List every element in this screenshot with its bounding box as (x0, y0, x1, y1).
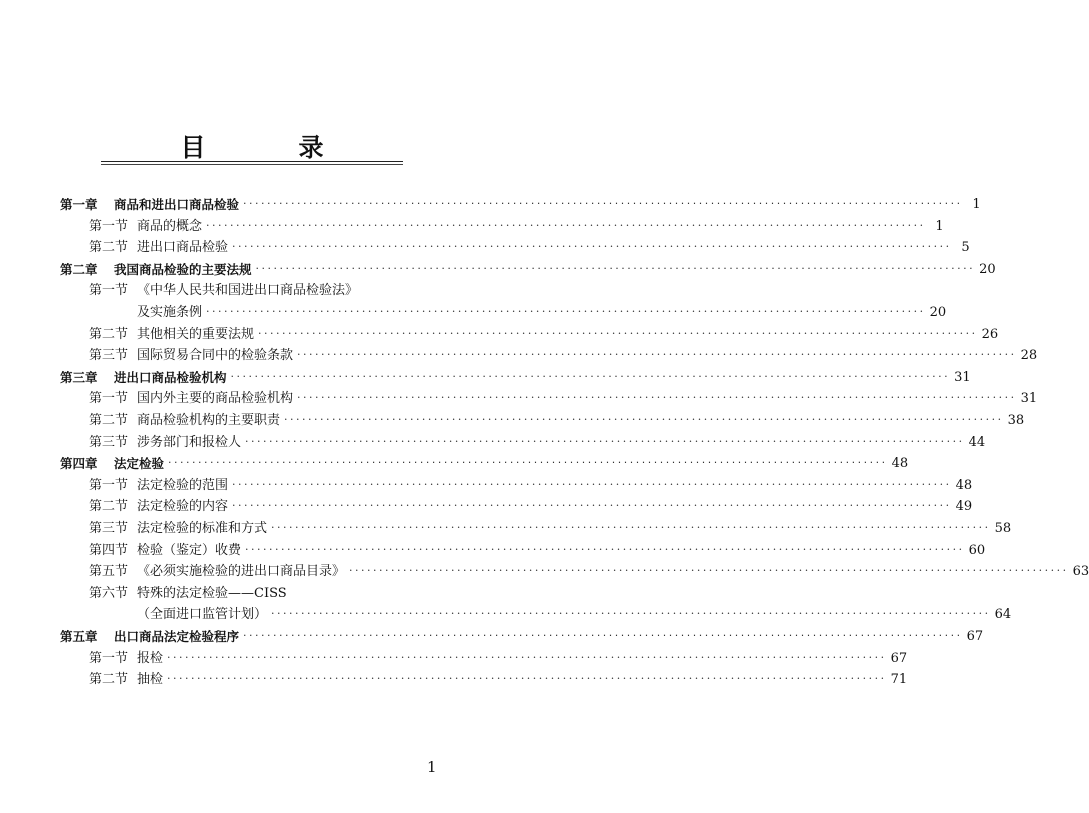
toc-entry-number: 第二节 (89, 672, 129, 688)
toc-entry-number: 第六节 (89, 585, 129, 601)
toc-section-entry[interactable] (89, 579, 432, 601)
toc-leader-dots: ························································································································ (258, 326, 978, 340)
toc-page-number: 20 (929, 305, 947, 320)
toc-entry-number: 第一节 (89, 391, 129, 407)
toc-section-entry[interactable] (89, 341, 1038, 364)
toc-leader-dots: ························································································································ (168, 456, 888, 470)
toc-leader-dots: ························································································································ (243, 197, 963, 210)
toc-section-entry[interactable] (89, 233, 970, 256)
toc-entry-number: 第一节 (89, 477, 129, 493)
toc-entry-number: 第一节 (89, 218, 129, 234)
toc-page-number: 58 (994, 521, 1012, 536)
toc-leader-dots: ························································································································ (245, 434, 965, 448)
toc-page-number: 48 (891, 456, 909, 472)
toc-entry-title: 法定检验 (114, 456, 165, 472)
toc-chapter-entry[interactable] (60, 255, 996, 277)
toc-entry-number: 第二节 (89, 413, 129, 428)
toc-page-number: 67 (890, 650, 908, 666)
page-number: 1 (427, 758, 437, 776)
toc-leader-dots: ························································································································ (232, 477, 952, 491)
toc-page-number: 49 (955, 499, 973, 515)
toc-leader-dots: ························································································································ (245, 542, 965, 556)
toc-chapter-entry[interactable] (60, 363, 971, 385)
toc-page-number: 20 (979, 261, 996, 277)
toc-leader-dots: ························································································································ (271, 521, 991, 534)
toc-entry-title: （全面进口监管计划） (137, 607, 268, 623)
toc-section-entry[interactable] (89, 428, 986, 450)
toc-section-entry[interactable] (89, 557, 1089, 580)
toc-section-entry[interactable] (89, 406, 1025, 428)
toc-page-number: 67 (966, 629, 984, 644)
toc-page-number: 31 (1020, 391, 1038, 407)
toc-section-entry[interactable] (89, 665, 908, 688)
toc-entry-title: 进出口商品检验 (137, 240, 229, 256)
toc-section-entry[interactable] (89, 471, 973, 493)
toc-leader-dots: ························································································································ (255, 261, 976, 275)
toc-entry-number: 第三节 (89, 434, 129, 450)
toc-entry-number: 第一节 (89, 283, 129, 299)
toc-page-number: 64 (994, 607, 1012, 623)
toc-leader-dots: ························································································································ (297, 348, 1017, 362)
toc-entry-title: 商品和进出口商品检验 (114, 197, 240, 212)
toc-entry-number: 第三节 (89, 521, 129, 536)
toc-entry-title: 检验（鉴定）收费 (137, 542, 242, 558)
toc-entry-title: 报检 (137, 650, 164, 666)
toc-chapter-entry[interactable] (60, 449, 909, 472)
toc-page-number: 71 (890, 672, 908, 688)
toc-leader-dots: ························································································································ (230, 369, 951, 383)
toc-entry-number: 第五章 (60, 629, 98, 644)
toc-entry-continuation[interactable] (137, 600, 1012, 623)
toc-entry-continuation[interactable] (137, 298, 947, 320)
toc-page-number: 48 (955, 477, 973, 493)
toc-entry-number: 第四章 (60, 456, 98, 472)
toc-entry-number: 第三章 (60, 369, 98, 385)
toc-leader-dots: ························································································································ (167, 650, 887, 664)
toc-entry-title: 出口商品法定检验程序 (114, 629, 240, 644)
toc-entry-title: 《中华人民共和国进出口商品检验法》 (137, 283, 359, 299)
toc-entry-title: 法定检验的内容 (137, 499, 229, 515)
toc-leader-dots: ························································································································ (243, 629, 963, 642)
toc-section-entry[interactable] (89, 276, 432, 298)
toc-entry-title: 及实施条例 (137, 305, 203, 320)
toc-leader-dots: ························································································································ (206, 305, 926, 318)
toc-entry-title: 涉务部门和报检人 (137, 434, 242, 450)
toc-leader-dots: ························································································································ (232, 240, 952, 254)
toc-page-number: 38 (1007, 413, 1025, 428)
toc-section-entry[interactable] (89, 644, 908, 666)
toc-entry-title: 商品的概念 (137, 218, 203, 234)
toc-entry-title: 国际贸易合同中的检验条款 (137, 348, 294, 364)
toc-leader-dots: ························································································································ (206, 218, 926, 232)
toc-entry-number: 第三节 (89, 348, 129, 364)
toc-entry-title: 特殊的法定检验——CISS (137, 585, 287, 601)
toc-entry-number: 第二节 (89, 499, 129, 515)
toc-entry-title: 国内外主要的商品检验机构 (137, 391, 294, 407)
toc-leader-dots: ························································································································ (232, 499, 952, 513)
toc-entry-number: 第二章 (60, 261, 98, 277)
toc-leader-dots: ························································································································ (167, 672, 887, 686)
toc-page-number: 26 (981, 326, 999, 342)
toc-leader-dots: ························································································································ (271, 607, 991, 621)
title-rule (101, 161, 403, 165)
toc-page-number: 1 (972, 197, 981, 212)
toc-section-entry[interactable] (89, 536, 986, 558)
toc-section-entry[interactable] (89, 514, 1012, 536)
toc-page-number: 63 (1072, 564, 1089, 580)
toc-entry-title: 《必须实施检验的进出口商品目录》 (137, 564, 346, 580)
toc-entry-title: 法定检验的标准和方式 (137, 521, 268, 536)
toc-page-number: 1 (935, 218, 944, 234)
toc-entry-number: 第五节 (89, 564, 129, 580)
toc-entry-number: 第一章 (60, 197, 98, 212)
toc-entry-title: 进出口商品检验机构 (114, 369, 227, 385)
toc-page-number: 44 (968, 434, 986, 450)
toc-page-number: 28 (1020, 348, 1038, 364)
toc-entry-title: 抽检 (137, 672, 164, 688)
toc-section-entry[interactable] (89, 492, 973, 515)
toc-leader-dots: ························································································································ (284, 413, 1004, 426)
toc-entry-number: 第四节 (89, 542, 129, 558)
toc-leader-dots: ························································································································ (297, 391, 1017, 405)
toc-entry-title: 法定检验的范围 (137, 477, 229, 493)
toc-entry-title: 商品检验机构的主要职责 (137, 413, 281, 428)
toc-page-number: 5 (961, 240, 970, 256)
toc-section-entry[interactable] (89, 320, 999, 342)
toc-chapter-entry[interactable] (60, 190, 981, 212)
toc-entry-title: 我国商品检验的主要法规 (114, 261, 252, 277)
page-title: 目 录 (180, 133, 358, 162)
toc-entry-number: 第一节 (89, 650, 129, 666)
toc-entry-title: 其他相关的重要法规 (137, 326, 255, 342)
toc-section-entry[interactable] (89, 212, 944, 234)
toc-entry-number: 第二节 (89, 240, 129, 256)
toc-page-number: 31 (954, 369, 971, 385)
toc-entry-number: 第二节 (89, 326, 129, 342)
toc-page-number: 60 (968, 542, 986, 558)
toc-leader-dots: ························································································································ (349, 564, 1069, 578)
toc-section-entry[interactable] (89, 384, 1038, 407)
toc-chapter-entry[interactable] (60, 622, 984, 644)
